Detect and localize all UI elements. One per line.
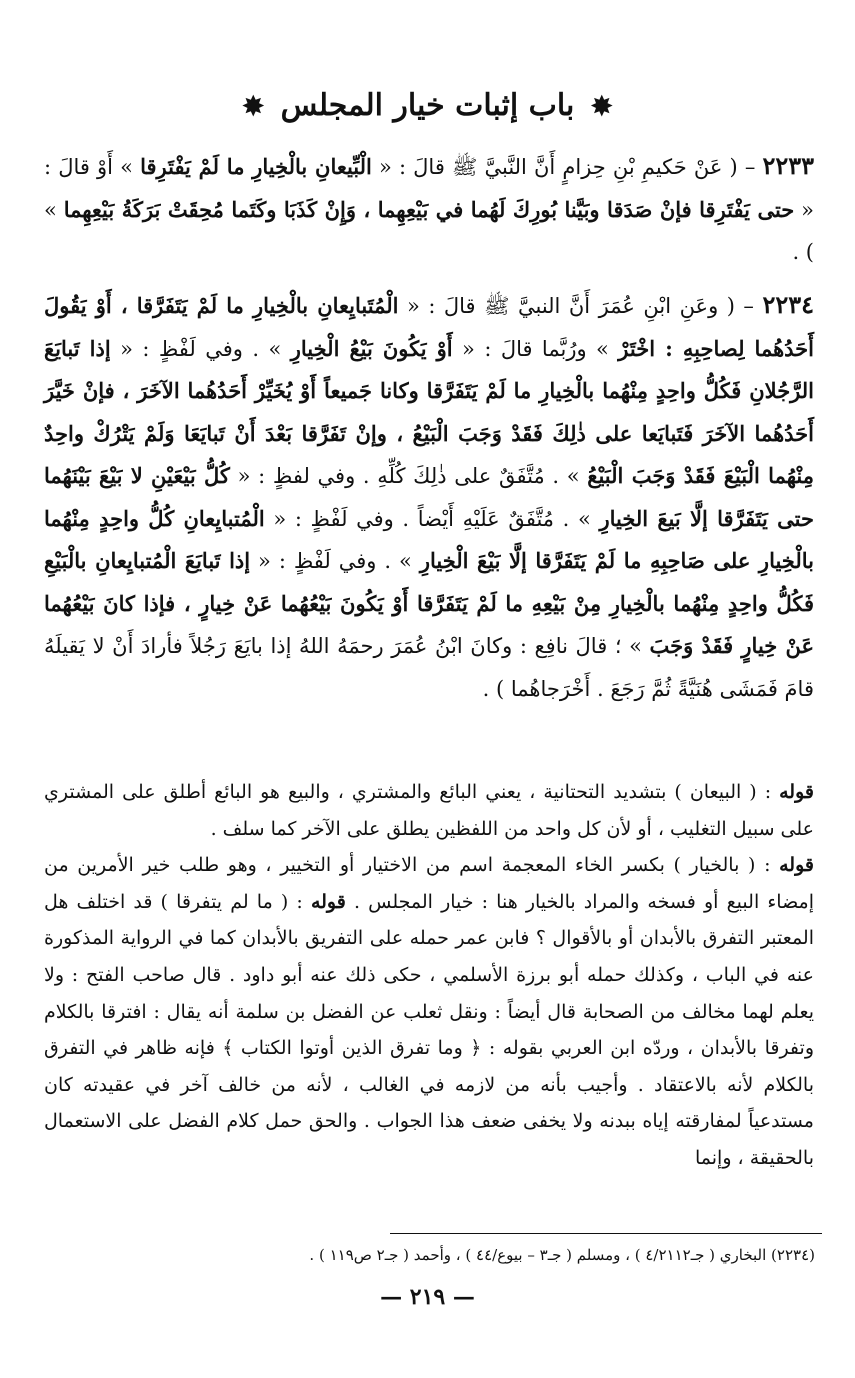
hadith-text: » . مُتَّفَقٌ على ذٰلِكَ كُلِّهِ . وفي لفظٍ : «	[229, 464, 588, 488]
commentary-text: : ( البيعان ) بتشديد التحتانية ، يعني البائع والمشتري ، والبيع هو البائع أطلق على المشتري على سبيل التغليب ، أو لأن كل واحد من اللفظين يطلق على الآخر كما سلف .	[44, 781, 814, 840]
commentary-label: قوله	[779, 854, 814, 877]
commentary-text: : ( بالخيار ) بكسر الخاء المعجمة اسم من الاختيار أو التخيير ، وهو طلب خير الأمرين من إمضاء البيع أو فسخه والمراد بالخيار هنا : خيار المجلس .	[44, 854, 815, 913]
hadith-text: » . وفي لَفْظٍ : «	[250, 549, 420, 573]
hadith-quote: إذا تَبايَعَ الْمُتبايِعانِ بالْبَيْعِ فَكُلُّ واحِدٍ مِنْهُما بالْخِيارِ مِنْ بَيْعِهِ ما لَمْ يَتَفَرَّقا أَوْ يَكُونَ بَيْعُهُما عَنْ خِيارٍ ، فإذا كانَ بَيْعُهُما عَنْ خِيارٍ فَقَدْ وَجَبَ	[44, 548, 814, 658]
chapter-title-text: باب إثبات خيار المجلس	[280, 88, 575, 123]
hadith-text: » ورُبَّما قالَ : «	[452, 336, 619, 361]
commentary-label: قوله	[779, 781, 814, 803]
commentary-paragraph	[44, 774, 814, 847]
hadith-quote: الْمُتبايِعانِ كُلُّ واحِدٍ مِنْهُما بالْخِيارِ على صَاحِبِهِ ما لَمْ يَتَفَرَّقا إلَّا بَيْعَ الْخِيارِ	[44, 505, 815, 573]
hadith-quote: كُلُّ بَيْعَيْنِ لا بَيْعَ بَيْنَهُما حتى يَتَفَرَّقا إلَّا بَيعَ الخِيارِ	[44, 463, 814, 531]
commentary-label: قوله	[310, 890, 346, 913]
hadith-2234	[44, 284, 814, 710]
page-number: — ٢١٩ —	[380, 1284, 475, 1310]
hadith-text: » أَوْ قالَ : «	[44, 155, 814, 222]
hadith-quote: أَوْ يَكُونَ بَيْعُ الْخِيارِ	[290, 335, 453, 361]
chapter-title	[0, 88, 855, 123]
star-ornament-icon: ✸	[590, 92, 613, 122]
hadith-text: » ؛ قالَ نافِع : وكانَ ابْنُ عُمَرَ رحمَهُ اللهُ إذا بايَعَ رَجُلاً فأرادَ أَنْ لا يَقيلَهُ قامَ فَمَشَى هُنَيَّةً ثُمَّ رَجَعَ . أَخْرَجاهُما ) .	[44, 634, 814, 701]
footnote-divider	[390, 1233, 822, 1234]
hadith-quote: الْبِّيعانِ بالْخِيارِ ما لَمْ يَفْتَرِقا	[140, 154, 372, 179]
commentary	[44, 774, 814, 1177]
hadith-quote: حتى يَفْتَرِقا فإنْ صَدَقا وبَيَّنا بُورِكَ لَهُما في بَيْعِهِما ، وَإِنْ كَذَبَا وكَتَما مُحِقَتْ بَرَكَةُ بَيْعِهِما	[63, 196, 795, 222]
hadith-text: – ( وعَنِ ابْنِ عُمَرَ أَنَّ النبيَّ ﷺ قالَ : «	[398, 294, 763, 318]
hadith-text: » . مُتَّفَقٌ عَلَيْهِ أَيْضاً . وفي لَفْظٍ : «	[264, 506, 600, 531]
commentary-text: : ( ما لم يتفرقا ) قد اختلف هل المعتبر التفرق بالأبدان أو بالأقوال ؟ فابن عمر حمله على التفريق بالأبدان كما في الرواية المذكورة عنه في الباب ، وكذلك حمله أبو برزة الأسلمي ، حكى ذلك عنه أبو داود . قال صاحب الفتح : ولا يعلم لهما مخالف من الصحابة قال أيضاً : ونقل ثعلب عن الفضل بن سلمة أنه يقال : افترقا بالكلام وتفرقا بالأبدان ، وردّه ابن العربي بقوله : ﴿ وما تفرق الذين أوتوا الكتاب ﴾ فإنه ظاهر في التفرق بالكلام لأنه بالاعتقاد . وأجيب بأنه من لازمه في الغالب ، لأنه من خالف آخر في عقيدته كان مستدعياً لمفارقته إياه ببدنه ولا يخفى ضعف هذا الجواب . والحق حمل كلام الفضل على الاستعمال بالحقيقة ، وإنما	[44, 890, 814, 1169]
footnote: (٢٢٣٤) البخاري ( جـ٤/٢١١٢ ) ، ومسلم ( جـ٣ – بيوع/٤٤ ) ، وأحمد ( جـ٢ ص١١٩ ) .	[309, 1246, 815, 1264]
commentary-paragraph	[44, 847, 814, 1176]
hadith-quote: الْمُتَبايِعانِ بالْخِيارِ ما لَمْ يَتَفَرَّقا ، أَوْ يَقُولَ أَحَدُهُما لِصاحِبِهِ : اخْتَرْ	[44, 293, 814, 361]
hadith-2233	[44, 145, 814, 274]
hadith-text: » ) .	[44, 197, 814, 264]
hadith-text: – ( عَنْ حَكيمِ بْنِ حِزامٍ أَنَّ النَّبيَّ ﷺ قالَ : «	[371, 155, 763, 179]
hadith-quote: إذا تَبايَعَ الرَّجُلانِ فَكُلُّ واحِدٍ مِنْهُما بالْخِيارِ ما لَمْ يَتَفَرَّقا وكانا جَميعاً أَوْ يُخَيِّرْ أَحَدُهُما الآخَرَ ، فإنْ خَيَّرَ أَحَدُهُما الآخَرَ فَتَبايَعا على ذٰلِكَ فَقَدْ وَجَبَ الْبَيْعُ ، وإنْ تَفَرَّقا بَعْدَ أَنْ تَبايَعَا وَلَمْ يَتْرُكْ واحِدٌ مِنْهُما الْبَيْعَ فَقَدْ وَجَبَ الْبَيْعُ	[44, 335, 814, 488]
star-ornament-icon: ✸	[242, 92, 265, 122]
hadith-number: ٢٢٣٣	[762, 151, 814, 180]
hadith-number: ٢٢٣٤	[762, 290, 814, 319]
hadith-text: » . وفي لَفْظٍ : «	[110, 336, 291, 361]
